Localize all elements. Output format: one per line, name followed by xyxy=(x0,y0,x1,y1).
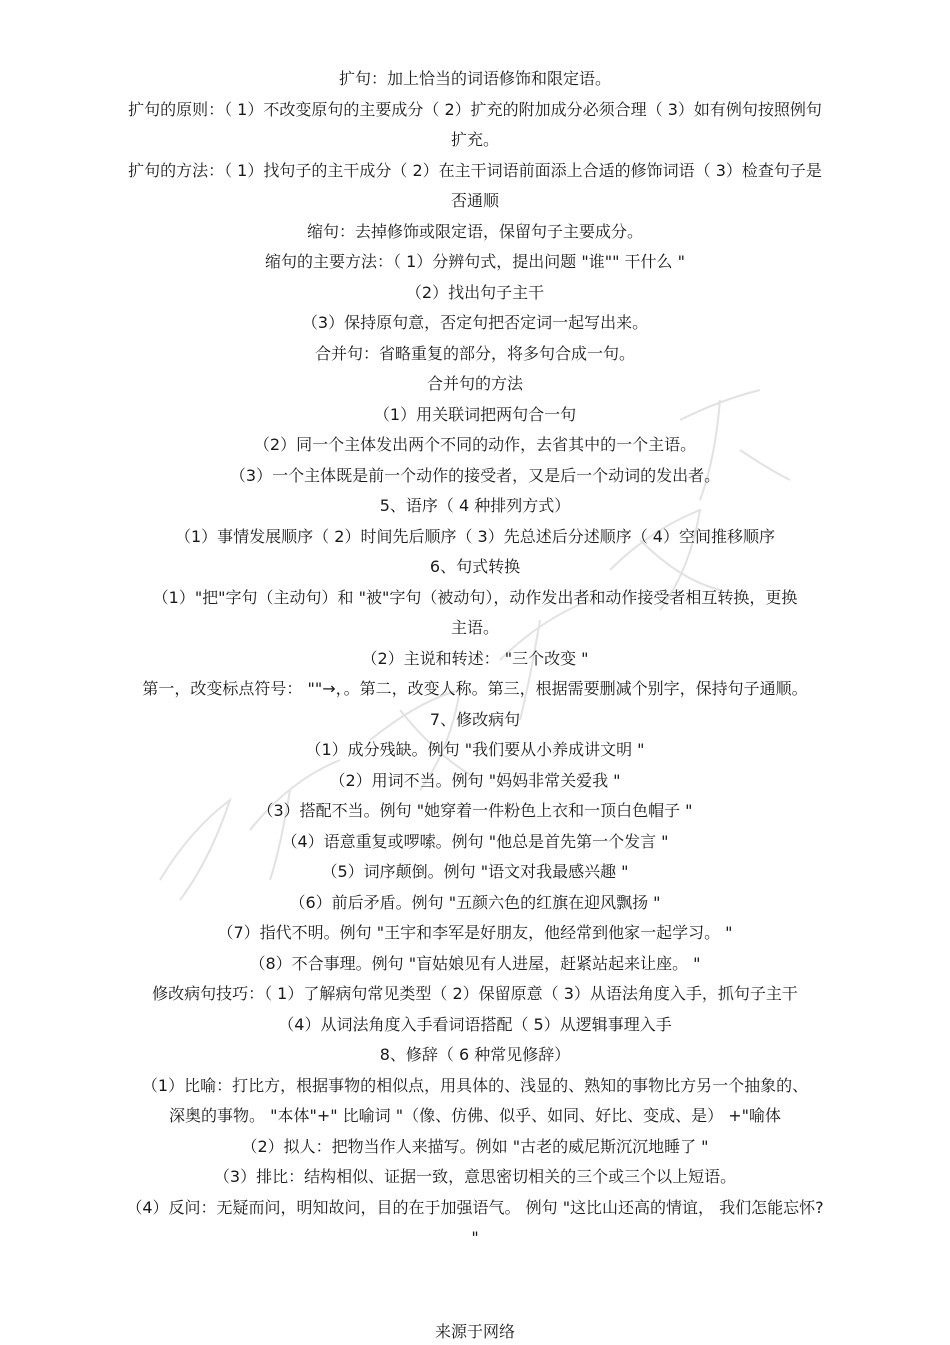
text-line: （2）用词不当。例句 "妈妈非常关爱我 " xyxy=(329,770,621,790)
text-line: 8、修辞（ 6 种常见修辞） xyxy=(379,1045,571,1064)
text-line: （3）排比：结构相似、证据一致，意思密切相关的三个或三个以上短语。 xyxy=(213,1167,737,1186)
text-line: （8）不合事理。例句 "盲姑娘见有人进屋，赶紧站起来让座。 " xyxy=(249,953,701,973)
text-line: 合并句：省略重复的部分，将多句合成一句。 xyxy=(314,343,635,363)
text-line: 扩句的原则：（ 1）不改变原句的主要成分（ 2）扩充的附加成分必须合理（ 3）如有例句按照例句 xyxy=(128,99,822,119)
text-line: （7）指代不明。例句 "王宇和李军是好朋友，他经常到他家一起学习。 " xyxy=(217,923,733,942)
text-line: 扩句的方法：（ 1）找句子的主干成分（ 2）在主干词语前面添上合适的修饰词语（ 3）检查句子是 xyxy=(128,160,822,180)
text-line: 否通顺 xyxy=(450,191,499,210)
text-line: 第一，改变标点符号： ""→，。第二，改变人称。第三，根据需要删减个别字，保持句子通顺。 xyxy=(142,679,808,698)
text-line: 缩句：去掉修饰或限定语，保留句子主要成分。 xyxy=(306,221,643,241)
text-line: （4）反问：无疑而问，明知故问，目的在于加强语气。 例句 "这比山还高的情谊， 我们怎能忘怀? xyxy=(126,1197,824,1217)
text-line: 5、语序（ 4 种排列方式） xyxy=(379,496,571,515)
text-line: （3）一个主体既是前一个动作的接受者，又是后一个动词的发出者。 xyxy=(229,465,721,485)
document-body xyxy=(60,64,890,1254)
text-line: （4）语意重复或啰嗦。例句 "他总是首先第一个发言 " xyxy=(281,831,669,851)
text-line: （2）找出句子主干 xyxy=(405,282,545,302)
text-line: 缩句的主要方法：（ 1）分辨句式，提出问题 "谁"" 干什么 " xyxy=(265,252,685,271)
text-line: 修改病句技巧：（ 1）了解病句常见类型（ 2）保留原意（ 3）从语法角度入手，抓句子主干 xyxy=(152,984,798,1003)
text-line: （4）从词法角度入手看词语搭配（ 5）从逻辑事理入手 xyxy=(278,1014,672,1034)
text-line: （2）拟人：把物当作人来描写。例如 "古老的威尼斯沉沉地睡了 " xyxy=(241,1136,709,1156)
text-line: 扩句：加上恰当的词语修饰和限定语。 xyxy=(338,69,611,88)
text-line: 7、修改病句 xyxy=(429,709,521,729)
text-line: （1）"把"字句（主动句）和 "被"字句（被动句），动作发出者和动作接受者相互转换，更换 xyxy=(152,587,798,607)
text-line: 深奥的事物。 "本体"+" 比喻词 "（像、仿佛、似乎、如同、好比、变成、是） +"喻体 xyxy=(169,1106,781,1125)
text-line: （6）前后矛盾。例句 "五颜六色的红旗在迎风飘扬 " xyxy=(289,892,661,912)
text-line: 扩充。 xyxy=(450,130,499,149)
text-line: （2）主说和转述： "三个改变 " xyxy=(361,648,589,668)
text-line: （5）词序颠倒。例句 "语文对我最感兴趣 " xyxy=(321,862,629,881)
text-line: （3）搭配不当。例句 "她穿着一件粉色上衣和一顶白色帽子 " xyxy=(257,801,693,820)
text-line: " xyxy=(471,1228,479,1247)
text-line: （2）同一个主体发出两个不同的动作，去省其中的一个主语。 xyxy=(253,435,697,454)
text-line: 合并句的方法 xyxy=(426,374,523,393)
text-line: 主语。 xyxy=(450,618,499,637)
text-line: （1）成分残缺。例句 "我们要从小养成讲文明 " xyxy=(305,740,645,759)
text-line: （1）比喻：打比方，根据事物的相似点，用具体的、浅显的、熟知的事物比方另一个抽象的、 xyxy=(141,1075,809,1095)
footer-source: 来源于网络 xyxy=(434,1322,515,1341)
text-line: 6、句式转换 xyxy=(429,557,521,576)
text-line: （3）保持原句意，否定句把否定词一起写出来。 xyxy=(301,313,649,332)
text-line: （1）事情发展顺序（ 2）时间先后顺序（ 3）先总述后分述顺序（ 4）空间推移顺序 xyxy=(175,526,775,546)
text-line: （1）用关联词把两句合一句 xyxy=(373,404,577,424)
